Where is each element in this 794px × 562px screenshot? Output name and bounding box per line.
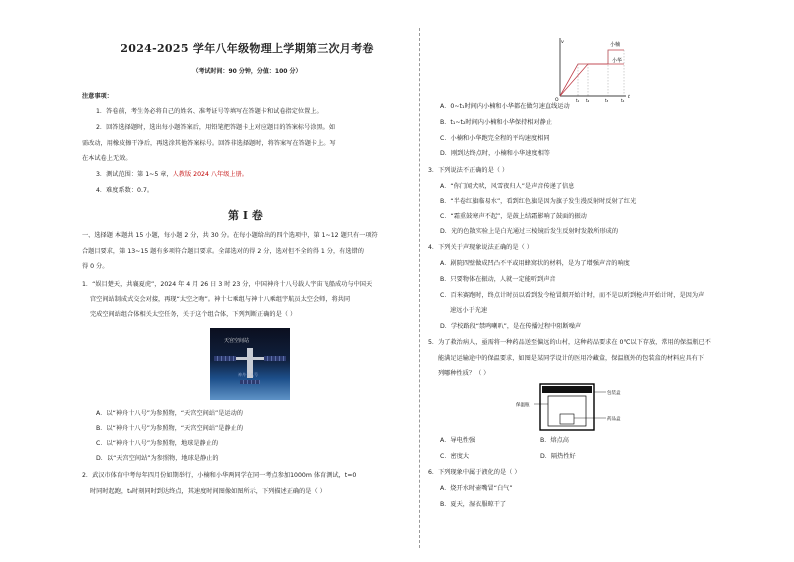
q3-option-a: A．“你门闻犬吠，风雪夜归人”是声音传递了信息 (440, 183, 575, 190)
q1-stem-line3: 完成空间站组合体相关太空任务，关于这个组合体，下列判断正确的是（ ） (90, 311, 297, 318)
origin-label: O (555, 98, 559, 103)
cold-storage-box-diagram (514, 378, 654, 436)
note-4: 4．难度系数：0.7。 (96, 187, 154, 194)
solar-panel (240, 380, 260, 384)
box-lid (542, 386, 592, 393)
label-packaging-box: 包装盒 (607, 391, 621, 396)
x-axis-label: t (628, 94, 631, 100)
section-title: 第 I 卷 (228, 209, 263, 222)
q6-option-b: B．夏天，湿衣服晾干了 (440, 501, 507, 508)
legend-xiaohua: 小华 (612, 58, 623, 64)
label-insulated-flask: 保温瓶 (516, 403, 530, 408)
exam-subtitle: （考试时间：90 分钟，分值：100 分） (192, 68, 302, 75)
solar-panel (264, 356, 286, 361)
q1-option-c: C．以“神舟十八号”为参照物，地球是静止的 (96, 440, 219, 447)
q1-stem-line1: 1．“娱目楚天，共襄夏虎”，2024 年 4 月 26 日 3 时 23 分，中国神舟十八号载人宇宙飞船成功与中国天 (82, 281, 373, 288)
q2-stem-line2: 时同时起跑，t₄时刻同时到达终点，其速度时间图像如图所示，下列描述正确的是（ ） (90, 488, 326, 495)
q1-stem-line2: 宫空间站制成式交会对接，再现“太空之吻”。神十七乘组与神十八乘组宇航员太空会师，将共同 (90, 296, 351, 303)
velocity-time-graph (548, 34, 638, 104)
note-3 (96, 171, 248, 179)
q3-option-c: C．“霜重鼓寒声不起”，是鼓上结霜影响了鼓面的振动 (440, 213, 587, 220)
q6-option-a: A．烧开水时壶嘴冒“白气” (440, 485, 513, 492)
section-intro-line1: 一、选择题 本题共 15 小题，每小题 2 分，共 30 分。在每小题给出的四个选项中，第 1~12 题只有一项符 (82, 232, 378, 239)
q5-option-a: A．导电性强 (440, 437, 476, 444)
legend-xiaonan: 小楠 (610, 42, 621, 48)
q1-option-d: D．以“天宫空间站”为参照物，地球是静止的 (96, 455, 219, 462)
q6-stem: 6．下列现象中属于液化的是（ ） (428, 469, 521, 476)
q3-option-b: B．“半卷红旗临易水”，看到红色旗是因为旗子发生漫反射时反射了红光 (440, 198, 637, 205)
y-axis-label: v (561, 39, 564, 45)
note-3-text: 3．测试范围：第 1~5 章， (96, 171, 173, 178)
q1-option-b: B．以“神舟十八号”为参照物，“天宫空间站”是静止的 (96, 425, 244, 432)
photo-watermark: 神舟十八号 (238, 372, 258, 377)
q5-option-d: D．隔热性好 (540, 453, 576, 460)
tick-t1: t₁ (576, 98, 580, 103)
tick-t4: t₄ (621, 98, 625, 103)
note-2-line2: 需改动，用橡皮擦干净后，再选涂其他答案标号。回答非选择题时，将答案写在答题卡上。写 (82, 140, 336, 147)
note-2-line3: 在本试卷上无效。 (82, 155, 132, 162)
q2-option-b: B．t₁~t₂时间内小楠和小华保持相对静止 (440, 119, 553, 126)
q5-option-b: B．熔点高 (540, 437, 569, 444)
label-drug-box: 药品盒 (607, 417, 621, 422)
q4-option-c-line2: 速远小于光速 (450, 307, 488, 314)
series-xiaonan (560, 50, 624, 96)
column-divider (419, 28, 420, 548)
q4-option-a: A．剧院四壁做成凹凸不平或用蜂窝状的材料，是为了增强声音的响度 (440, 260, 630, 267)
q2-option-d: D．刚到达终点时，小楠和小华速度相等 (440, 150, 550, 157)
q2-option-c: C．小楠和小华跑完全程的平均速度相同 (440, 135, 550, 142)
section-intro-line3: 得 0 分。 (82, 263, 109, 270)
note-2-line1: 2．回答选择题时，选出每小题答案后，用铅笔把答题卡上对应题目的答案标号涂黑。如 (96, 124, 336, 131)
q3-stem: 3．下列说法不正确的是（ ） (428, 167, 509, 174)
q2-stem-line1: 2．武汉市体育中考每年四月份如期举行，小楠和小华两同学在同一考点参加1000m 体育测试，t=0 (82, 472, 357, 479)
q5-option-c: C．密度大 (440, 453, 470, 460)
section-intro-line2: 合题目要求，第 13~15 题有多项符合题目要求。全部选对的得 2 分，选对但不全的得 1 分，有选错的 (82, 248, 364, 255)
q4-option-c-line1: C．百米赛跑时，终点计时员以看到发令枪冒烟开始计时，而不是以听到枪声开始计时，是因为声 (440, 292, 705, 299)
drug-box (560, 414, 574, 424)
notes-heading: 注意事项： (82, 93, 113, 100)
q5-stem-line1: 5．为了救治病人，亟需将一种药品送至偏远的山村，这种药品要求在 0℃以下存放，常用的保温瓶已不 (428, 339, 711, 346)
note-1: 1．答卷前，考生务必将自己的姓名、准考证号等填写在答题卡和试卷指定位置上。 (96, 108, 323, 115)
series-xiaohua (560, 64, 624, 96)
q5-stem-line2: 能满足运输途中的保温要求，如图是某同学设计的医用冷藏盒，保温瓶外的包装盒的材料应具有下 (438, 355, 705, 362)
q4-stem: 4．下列关于声现象说法正确的是（ ） (428, 244, 533, 251)
photo-caption: 天宫空间站 (224, 338, 250, 344)
exam-title: 2024-2025 学年八年级物理上学期第三次月考卷 (120, 42, 374, 55)
q2-option-a: A．0~t₁时间内小楠和小华都在做匀速直线运动 (440, 103, 570, 110)
note-3-scope: 人教版 2024 八年级上册。 (172, 171, 248, 178)
q4-option-d: D．学校路段“禁鸣喇叭”，是在传播过程中阻断噪声 (440, 323, 582, 330)
q1-option-a: A．以“神舟十八号”为参照物，“天宫空间站”是运动的 (96, 410, 243, 417)
q3-option-d: D．光的色散实验上是白光通过三棱镜后发生反射时发散所形成的 (440, 228, 619, 235)
space-station-photo (210, 328, 290, 400)
solar-panel (214, 356, 236, 361)
q5-stem-line3: 列哪种性质？（ ） (438, 370, 490, 377)
tick-t3: t₃ (605, 98, 609, 103)
tick-t2: t₂ (586, 98, 590, 103)
q4-option-b: B．只要物体在振动，人就一定能听到声音 (440, 276, 556, 283)
